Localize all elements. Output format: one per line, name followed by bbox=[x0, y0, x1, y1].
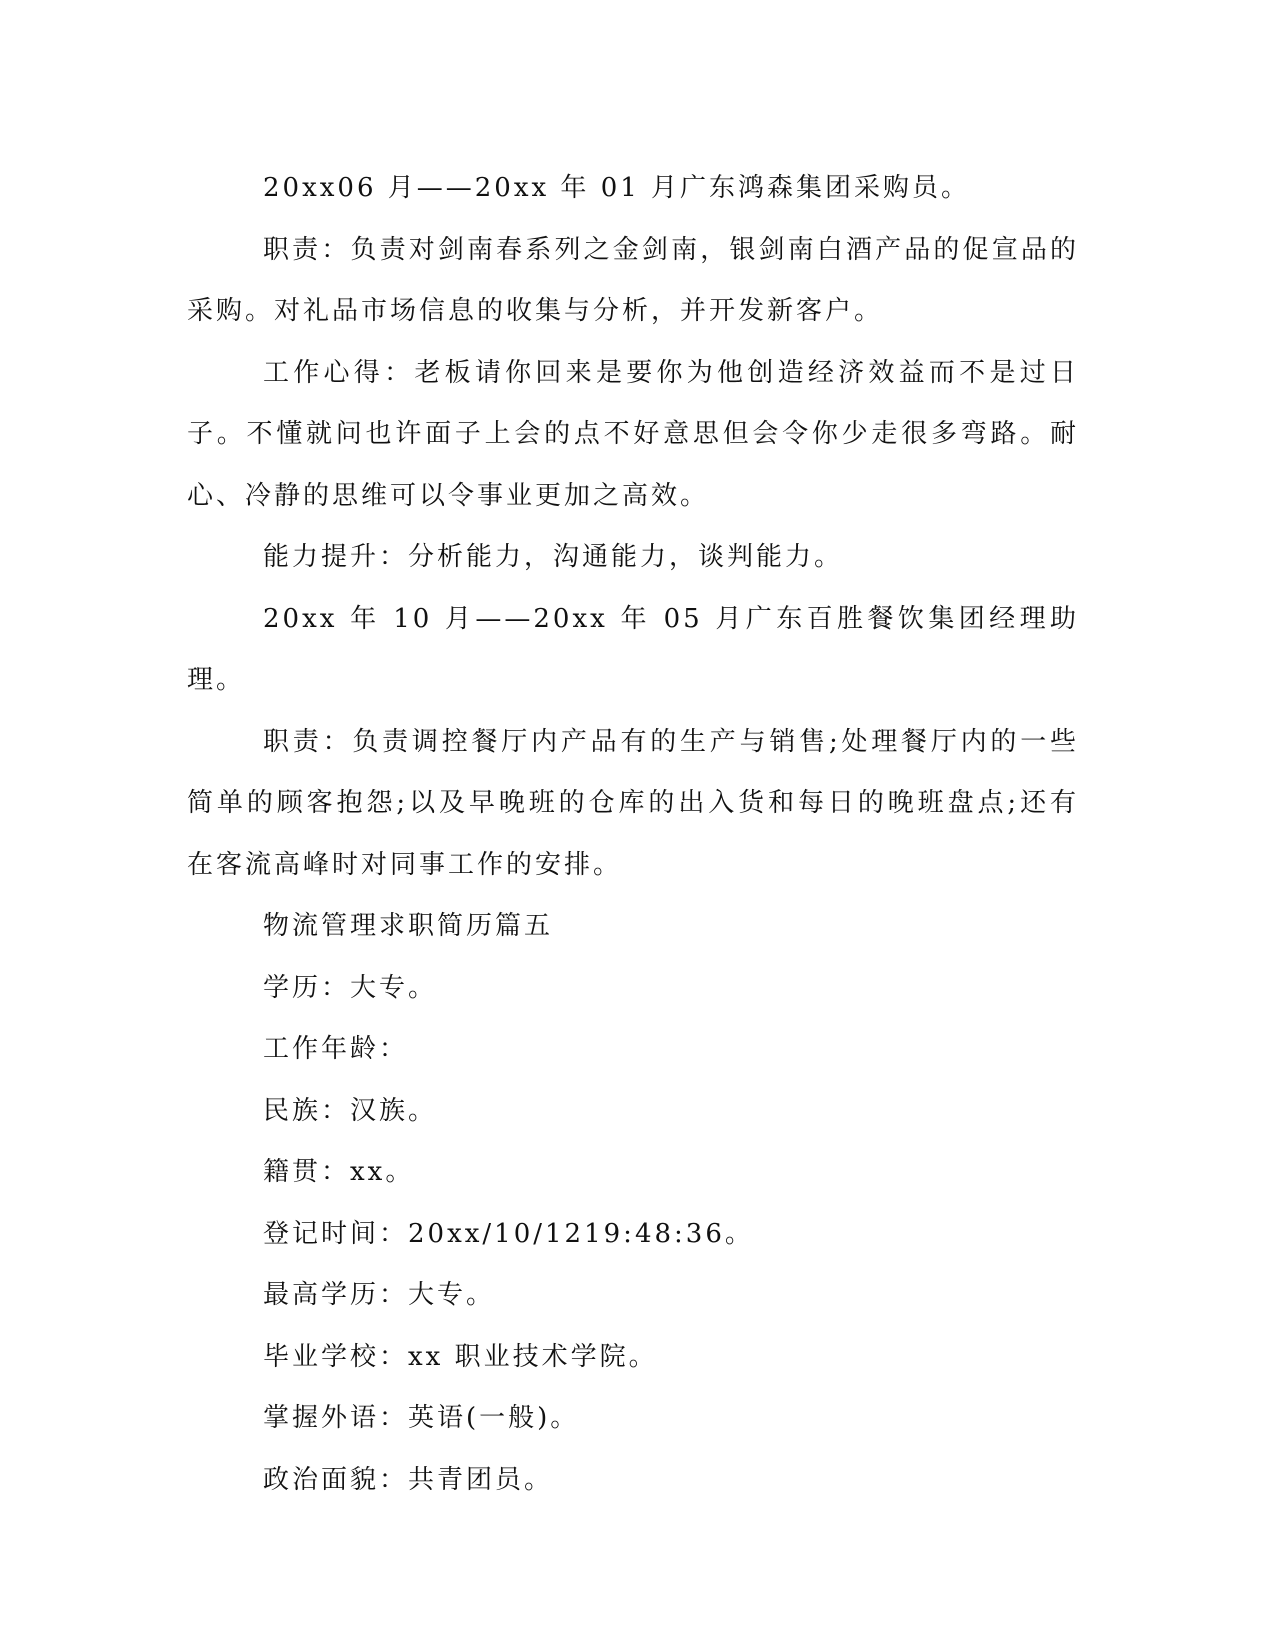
foreign-language-field: 掌握外语：英语(一般)。 bbox=[263, 1403, 580, 1433]
document-body bbox=[187, 158, 1079, 1511]
work-period-1: 20xx06 月——20xx 年 01 月广东鸿森集团采购员。 bbox=[263, 173, 971, 203]
duties-2: 职责：负责调控餐厅内产品有的生产与销售;处理餐厅内的一些简单的顾客抱怨;以及早晚班的仓库的出入货和每日的晚班盘点;还有在客流高峰时对同事工作的安排。 bbox=[187, 726, 1079, 880]
skills-improvement: 能力提升：分析能力，沟通能力，谈判能力。 bbox=[263, 542, 844, 572]
work-experience-notes: 工作心得：老板请你回来是要你为他创造经济效益而不是过日子。不懂就问也许面子上会的点不好意思但会令你少走很多弯路。耐心、冷静的思维可以令事业更加之高效。 bbox=[187, 357, 1079, 511]
native-place-field: 籍贯：xx。 bbox=[263, 1157, 415, 1187]
political-status-field: 政治面貌：共青团员。 bbox=[263, 1464, 554, 1495]
registration-time-field: 登记时间：20xx/10/1219:48:36。 bbox=[263, 1218, 754, 1249]
duties-1: 职责：负责对剑南春系列之金剑南，银剑南白酒产品的促宣品的采购。对礼品市场信息的收集与分析，并开发新客户。 bbox=[187, 234, 1079, 326]
highest-education-field: 最高学历：大专。 bbox=[263, 1280, 496, 1310]
work-period-2: 20xx 年 10 月——20xx 年 05 月广东百胜餐饮集团经理助理。 bbox=[187, 603, 1079, 695]
ethnicity-field: 民族：汉族。 bbox=[263, 1095, 438, 1126]
section-heading: 物流管理求职简历篇五 bbox=[263, 911, 554, 941]
education-field: 学历：大专。 bbox=[263, 972, 438, 1003]
graduated-school-field: 毕业学校：xx 职业技术学院。 bbox=[263, 1341, 658, 1372]
work-years-field: 工作年龄： bbox=[263, 1034, 409, 1064]
